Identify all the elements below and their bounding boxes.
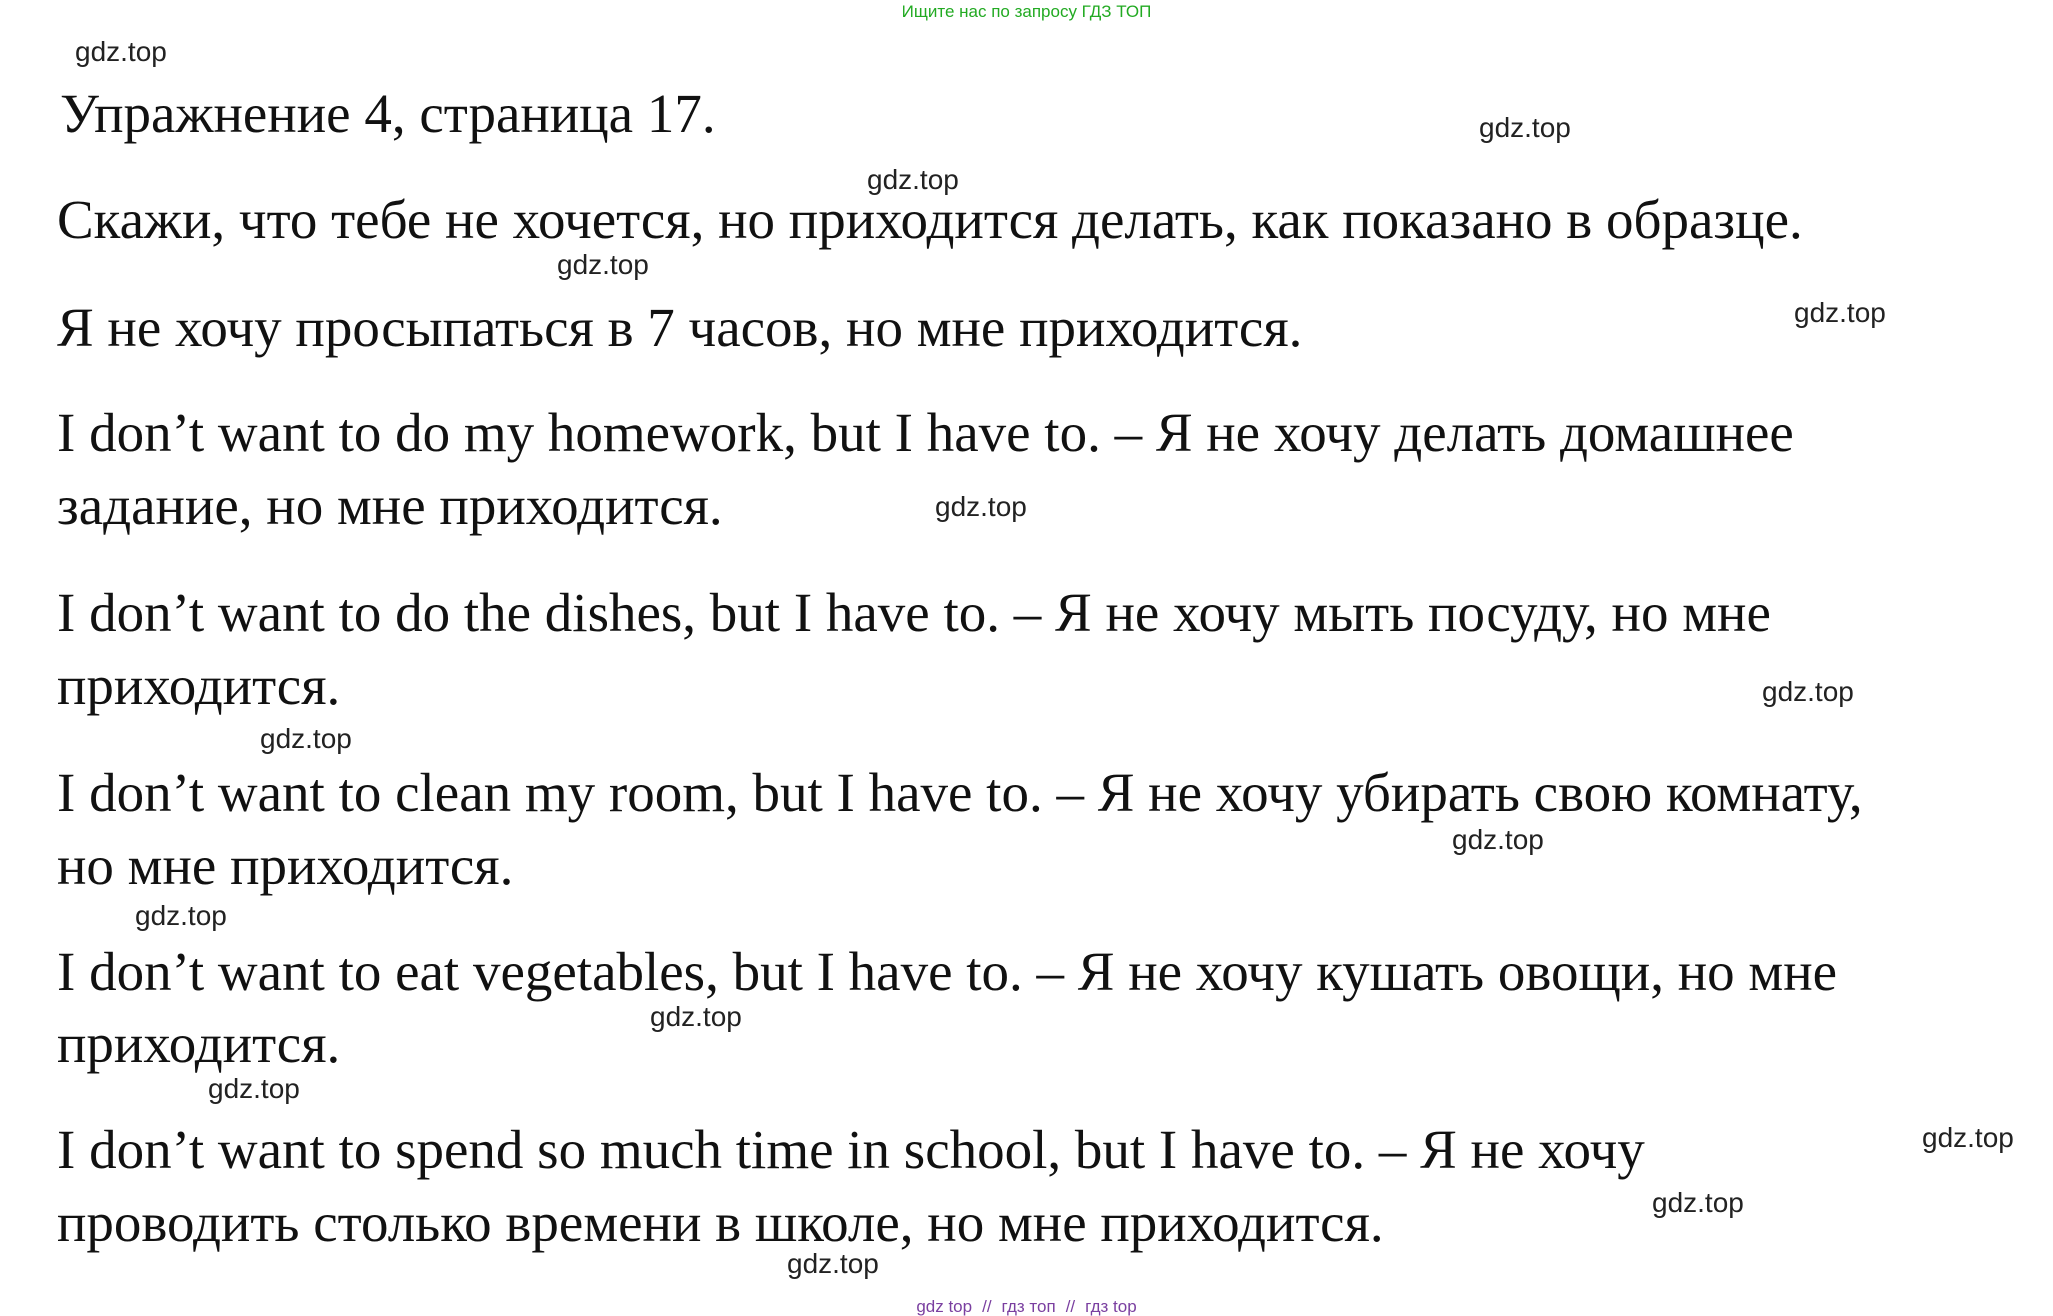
answer-3-line-1: I don’t want to clean my room, but I have to. – Я не хочу убирать свою комнату,: [57, 762, 1863, 823]
footer-link-gdz-top-mixed[interactable]: гдз top: [1085, 1297, 1137, 1316]
footer-link-gdz-top[interactable]: gdz top: [916, 1297, 973, 1316]
footer-separator: //: [982, 1297, 992, 1316]
watermark: gdz.top: [208, 1073, 300, 1104]
answer-4-line-1: I don’t want to eat vegetables, but I have to. – Я не хочу кушать овощи, но мне: [57, 941, 1838, 1002]
footer-links: [0, 1298, 2053, 1315]
watermark: gdz.top: [1922, 1122, 2014, 1153]
watermark: gdz.top: [1452, 824, 1544, 855]
footer-link-gdz-top-cyrillic[interactable]: гдз топ: [1001, 1297, 1056, 1316]
watermark: gdz.top: [1794, 297, 1886, 328]
search-banner: Ищите нас по запросу ГДЗ ТОП: [901, 2, 1152, 21]
watermark: gdz.top: [935, 491, 1027, 522]
watermark: gdz.top: [1762, 676, 1854, 707]
answer-4-line-2: приходится.: [57, 1013, 341, 1074]
watermark: gdz.top: [867, 164, 959, 195]
watermark: gdz.top: [787, 1248, 879, 1279]
answer-1-line-1: I don’t want to do my homework, but I have to. – Я не хочу делать домашнее: [57, 402, 1794, 463]
footer-separator: //: [1065, 1297, 1076, 1316]
answer-1-line-2: задание, но мне приходится.: [57, 475, 723, 536]
watermark: gdz.top: [260, 723, 352, 754]
answer-5-line-1: I don’t want to spend so much time in school, but I have to. – Я не хочу: [57, 1119, 1645, 1180]
example-text: Я не хочу просыпаться в 7 часов, но мне приходится.: [57, 297, 1303, 358]
watermark: gdz.top: [557, 249, 649, 280]
watermark: gdz.top: [135, 900, 227, 931]
answer-3-line-2: но мне приходится.: [57, 835, 514, 896]
exercise-title: Упражнение 4, страница 17.: [60, 83, 716, 144]
instruction-text: Скажи, что тебе не хочется, но приходится делать, как показано в образце.: [57, 189, 1803, 250]
watermark: gdz.top: [650, 1001, 742, 1032]
watermark: gdz.top: [1652, 1187, 1744, 1218]
answer-5-line-2: проводить столько времени в школе, но мне приходится.: [57, 1192, 1384, 1253]
answer-2-line-2: приходится.: [57, 655, 341, 716]
watermark: gdz.top: [75, 36, 167, 67]
answer-2-line-1: I don’t want to do the dishes, but I have to. – Я не хочу мыть посуду, но мне: [57, 582, 1771, 643]
watermark: gdz.top: [1479, 112, 1571, 143]
